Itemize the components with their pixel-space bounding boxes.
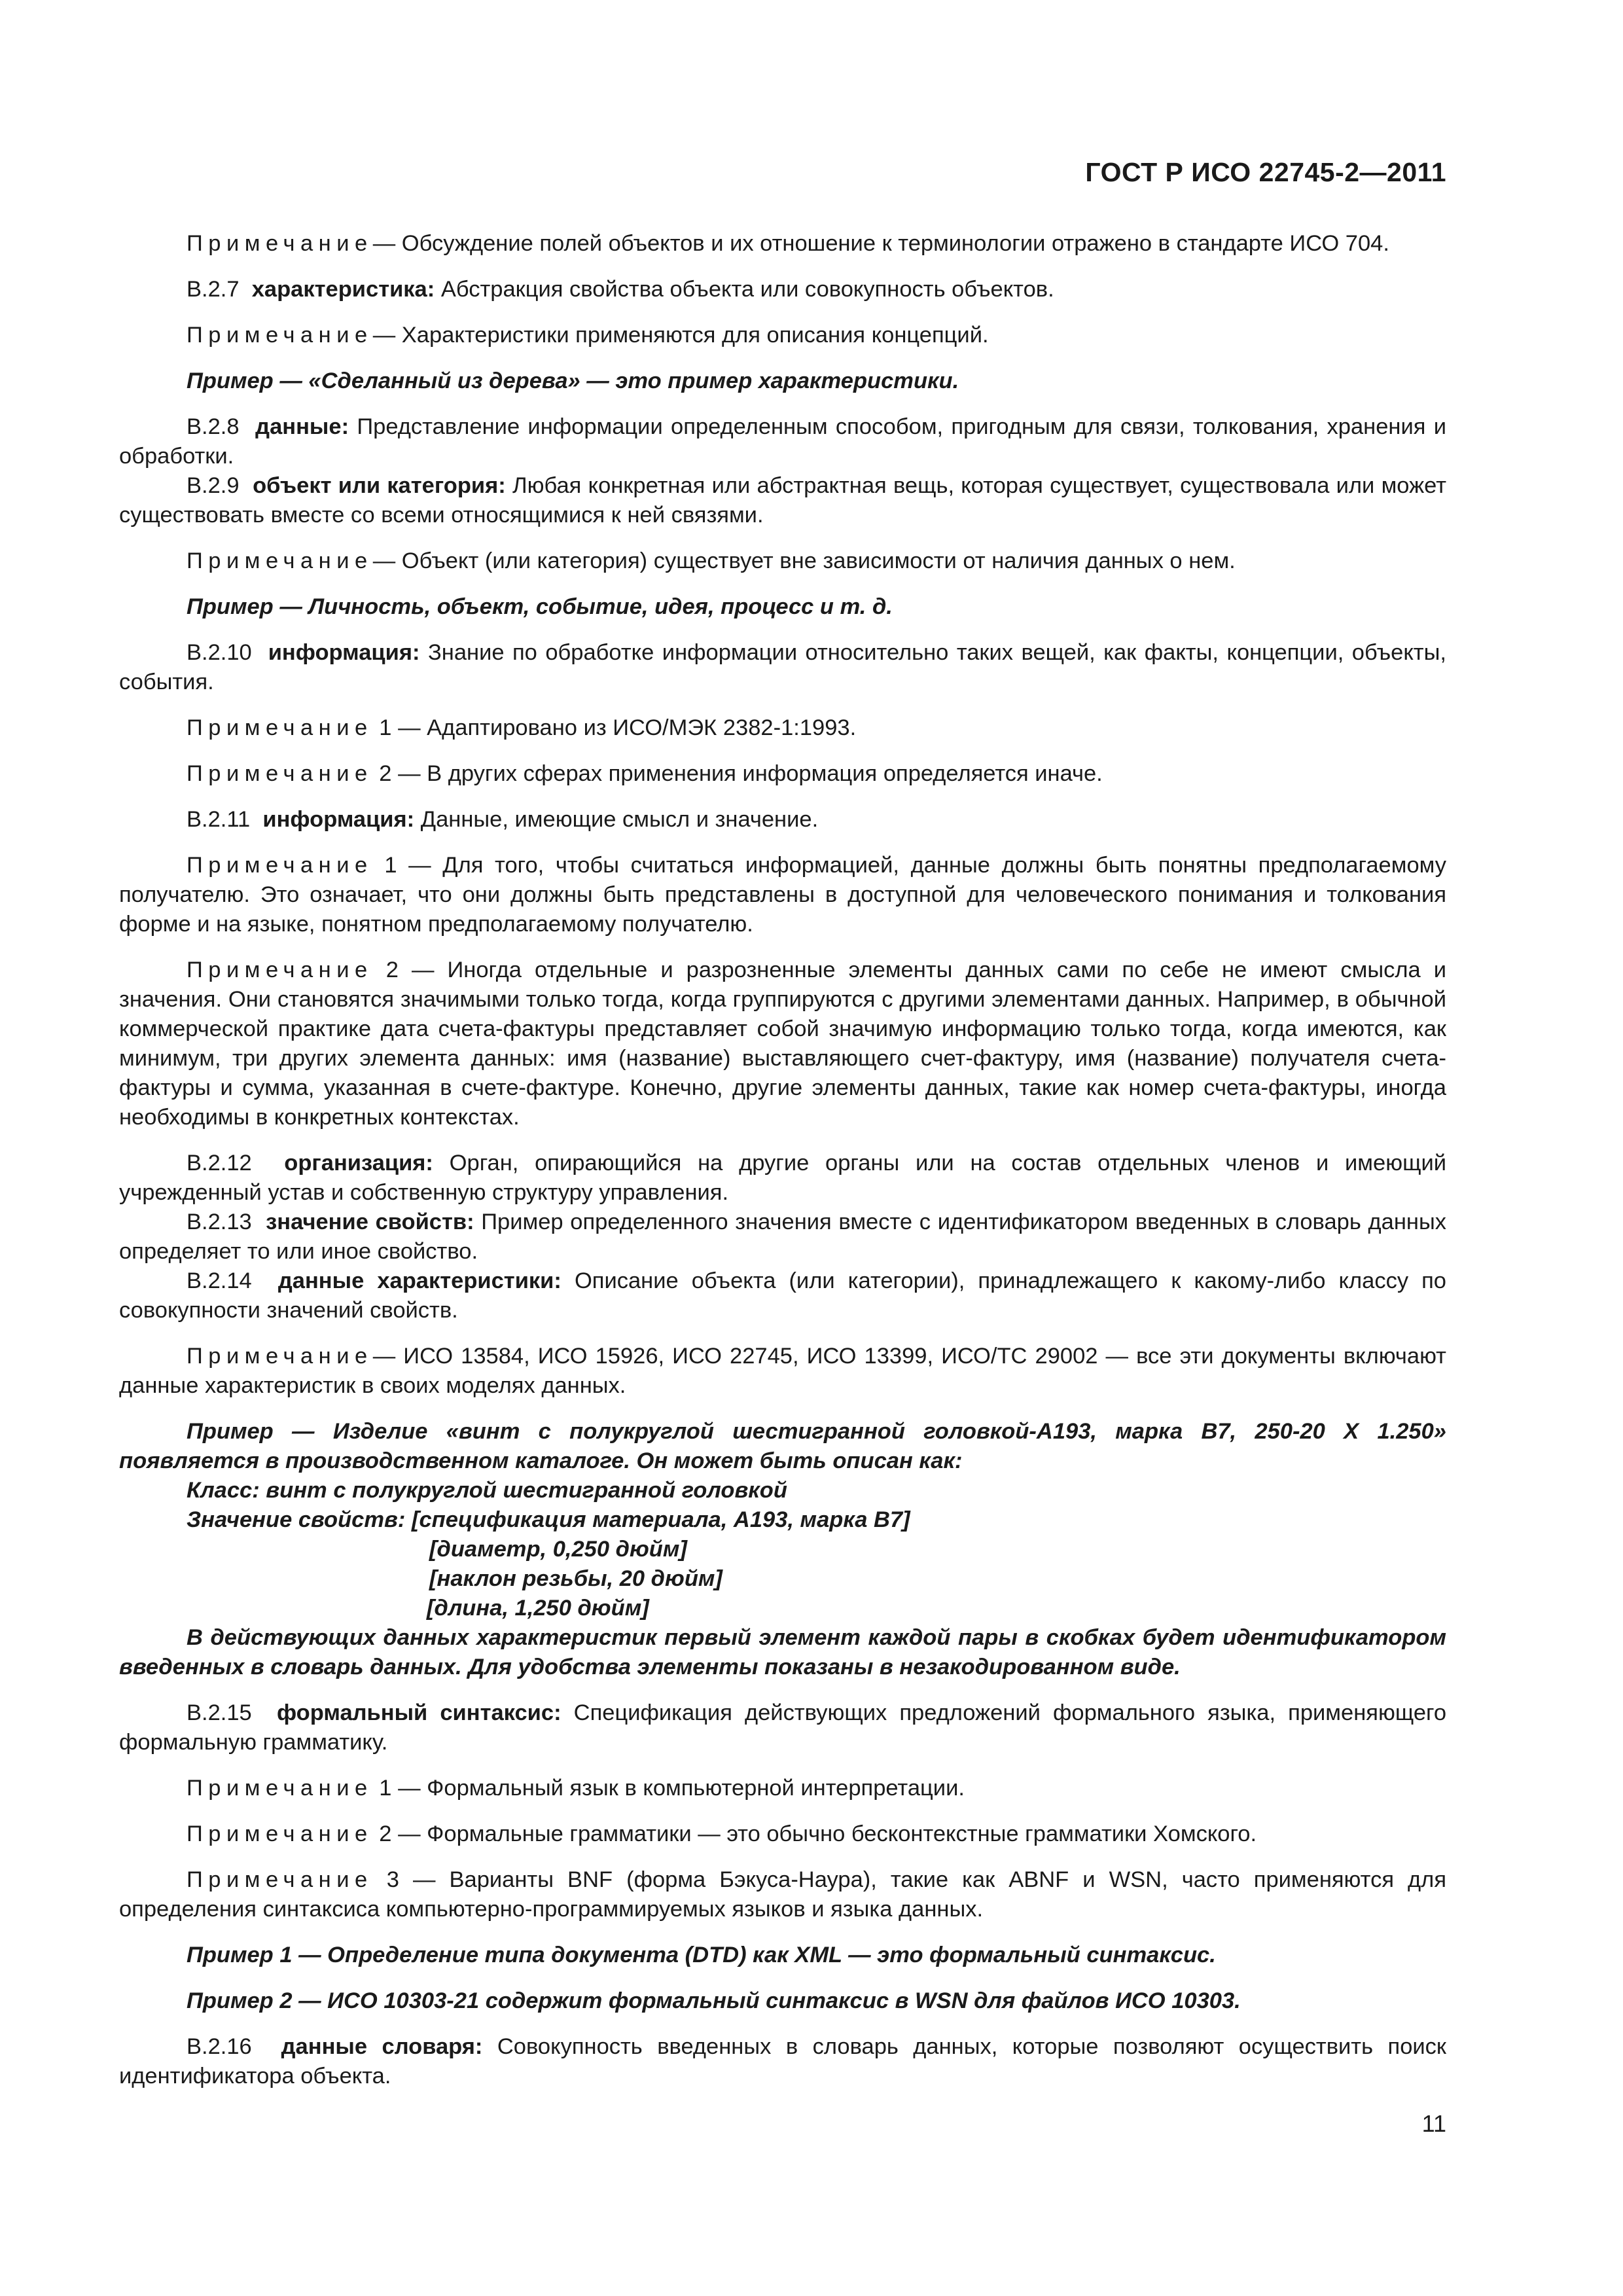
clause-number: B.2.9	[187, 473, 240, 498]
defined-term: организация:	[284, 1151, 433, 1175]
definition-paragraph	[119, 638, 1446, 697]
note-number: 2	[372, 761, 392, 786]
note-paragraph	[119, 713, 1446, 743]
note-text: — ИСО 13584, ИСО 15926, ИСО 22745, ИСО 13399, ИСО/ТС 29002 — все эти документы включают данные характеристик в своих моделях данных.	[119, 1344, 1446, 1398]
definition-text: Спецификация действующих предложений формального языка, применяющего формальную грамматику.	[119, 1700, 1447, 1755]
note-label: Примечание	[187, 958, 373, 982]
definition-paragraph	[119, 412, 1446, 471]
defined-term: данные:	[255, 414, 349, 439]
defined-term: информация:	[262, 807, 415, 832]
example-line: [диаметр, 0,250 дюйм]	[429, 1537, 687, 1562]
note-text: — Для того, чтобы считаться информацией, данные должны быть понятны предполагаемому получателю. Это означает, что они должны быть представлены в доступной для человеческого понимания и толкования форме и на языке, понятном предполагаемому получателю.	[119, 853, 1446, 937]
definition-paragraph	[119, 1698, 1446, 1757]
note-label: Примечание	[187, 1344, 373, 1369]
note-text: — Характеристики применяются для описания концепций.	[372, 323, 989, 348]
clause-number: B.2.12	[187, 1151, 252, 1175]
definition-paragraph	[119, 275, 1446, 304]
note-paragraph	[119, 321, 1446, 350]
example-block	[119, 1417, 1446, 1623]
definition-paragraph	[119, 471, 1446, 530]
note-paragraph	[119, 229, 1446, 259]
note-text: — Объект (или категория) существует вне зависимости от наличия данных о нем.	[372, 548, 1236, 573]
note-number: 3	[372, 1867, 399, 1892]
example-text: Пример 1 — Определение типа документа (DTD) как XML — это формальный синтаксис.	[187, 1943, 1216, 1967]
note-label: Примечание	[187, 1776, 373, 1801]
note-paragraph	[119, 759, 1446, 789]
note-paragraph	[119, 1774, 1446, 1803]
example-paragraph	[119, 1623, 1446, 1682]
clause-number: B.2.15	[187, 1700, 252, 1725]
definition-paragraph	[119, 1149, 1446, 1208]
note-label: Примечание	[187, 1821, 373, 1846]
note-label: Примечание	[187, 548, 373, 573]
example-line: Значение свойств: [спецификация материала, A193, марка B7]	[187, 1507, 910, 1532]
defined-term: объект или категория:	[253, 473, 506, 498]
example-paragraph	[119, 1986, 1446, 2016]
definition-text: Орган, опирающийся на другие органы или на состав отдельных членов и имеющий учрежденный устав и собственную структуру управления.	[119, 1151, 1446, 1205]
note-text: — Формальный язык в компьютерной интерпретации.	[391, 1776, 965, 1801]
note-label: Примечание	[187, 1867, 373, 1892]
definition-text: Любая конкретная или абстрактная вещь, которая существует, существовала или может существовать вместе со всеми относящимися к ней связями.	[119, 473, 1447, 528]
example-line: [наклон резьбы, 20 дюйм]	[429, 1566, 722, 1591]
definition-text: Описание объекта (или категории), принадлежащего к какому-либо классу по совокупности значений свойств.	[119, 1268, 1446, 1323]
note-paragraph	[119, 1342, 1446, 1401]
definition-text: Совокупность введенных в словарь данных, которые позволяют осуществить поиск идентификатора объекта.	[119, 2034, 1447, 2089]
definition-text: Знание по обработке информации относительно таких вещей, как факты, концепции, объекты, события.	[119, 640, 1446, 694]
clause-number: B.2.16	[187, 2034, 252, 2059]
defined-term: данные характеристики:	[277, 1268, 562, 1293]
document-page	[119, 0, 1446, 2296]
note-text: — Адаптировано из ИСО/МЭК 2382-1:1993.	[391, 715, 857, 740]
example-paragraph	[119, 367, 1446, 396]
definition-paragraph	[119, 2032, 1446, 2091]
note-paragraph	[119, 956, 1446, 1132]
note-paragraph	[119, 851, 1446, 939]
note-label: Примечание	[187, 853, 373, 878]
definition-paragraph	[119, 805, 1446, 834]
note-number: 2	[372, 958, 399, 982]
document-body	[119, 229, 1446, 2091]
page-number: 11	[1421, 2110, 1446, 2137]
example-line: Класс: винт с полукруглой шестигранной головкой	[187, 1478, 787, 1503]
example-line: появляется в производственном каталоге. Он может быть описан как:	[119, 1448, 963, 1473]
defined-term: характеристика:	[251, 277, 435, 302]
note-text: — Формальные грамматики — это обычно бесконтекстные грамматики Хомского.	[391, 1821, 1257, 1846]
note-paragraph	[119, 1820, 1446, 1849]
note-number: 1	[372, 853, 397, 878]
note-label: Примечание	[187, 231, 373, 256]
defined-term: данные словаря:	[281, 2034, 483, 2059]
note-label: Примечание	[187, 323, 373, 348]
note-text: — Обсуждение полей объектов и их отношение к терминологии отражено в стандарте ИСО 704.	[372, 231, 1389, 256]
clause-number: B.2.14	[187, 1268, 252, 1293]
definition-paragraph	[119, 1208, 1446, 1266]
document-header: ГОСТ Р ИСО 22745-2—2011	[1085, 157, 1446, 187]
defined-term: информация:	[268, 640, 420, 665]
clause-number: B.2.13	[187, 1210, 252, 1234]
defined-term: формальный синтаксис:	[276, 1700, 562, 1725]
example-line: Пример — Изделие «винт с полукруглой шестигранной головкой-A193, марка B7, 250-20 X 1.250»	[187, 1419, 1446, 1444]
clause-number: B.2.8	[187, 414, 240, 439]
note-paragraph	[119, 547, 1446, 576]
note-text: — Иногда отдельные и разрозненные элементы данных сами по себе не имеют смысла и значения. Они становятся значимыми только тогда, когда группируются с другими элементами данных. Например, в обычной коммерческой практике дата счета-фактуры представляет собой значимую информацию только тогда, когда имеются, как минимум, три других элемента данных: имя (название) выставляющего счет-фактуру, имя (название) получателя счета-фактуры и сумма, указанная в счете-фактуре. Конечно, другие элементы данных, такие как номер счета-фактуры, иногда необходимы в конкретных контекстах.	[119, 958, 1446, 1130]
example-text: Пример 2 — ИСО 10303-21 содержит формальный синтаксис в WSN для файлов ИСО 10303.	[187, 1988, 1241, 2013]
example-text: Пример — Личность, объект, событие, идея, процесс и т. д.	[187, 594, 893, 619]
note-label: Примечание	[187, 761, 373, 786]
example-text: В действующих данных характеристик первый элемент каждой пары в скобках будет идентификатором введенных в словарь данных. Для удобства элементы показаны в незакодированном виде.	[119, 1625, 1446, 1679]
clause-number: B.2.7	[187, 277, 240, 302]
note-text: — Варианты BNF (форма Бэкуса-Наура), такие как ABNF и WSN, часто применяются для определения синтаксиса компьютерно-программируемых языков и языка данных.	[119, 1867, 1446, 1922]
definition-text: Данные, имеющие смысл и значение.	[414, 807, 819, 832]
clause-number: B.2.10	[187, 640, 252, 665]
example-paragraph	[119, 592, 1446, 622]
example-line: [длина, 1,250 дюйм]	[427, 1596, 649, 1621]
definition-paragraph	[119, 1266, 1446, 1325]
note-text: — В других сферах применения информация определяется иначе.	[391, 761, 1103, 786]
note-number: 2	[372, 1821, 392, 1846]
note-label: Примечание	[187, 715, 373, 740]
note-paragraph	[119, 1865, 1446, 1924]
note-number: 1	[372, 1776, 392, 1801]
note-number: 1	[372, 715, 392, 740]
clause-number: B.2.11	[187, 807, 251, 832]
definition-text: Представление информации определенным способом, пригодным для связи, толкования, хранения и обработки.	[119, 414, 1446, 469]
definition-text: Абстракция свойства объекта или совокупность объектов.	[435, 277, 1054, 302]
example-paragraph	[119, 1941, 1446, 1970]
defined-term: значение свойств:	[266, 1210, 474, 1234]
definition-text: Пример определенного значения вместе с идентификатором введенных в словарь данных определяет то или иное свойство.	[119, 1210, 1446, 1264]
example-text: Пример — «Сделанный из дерева» — это пример характеристики.	[187, 368, 959, 393]
